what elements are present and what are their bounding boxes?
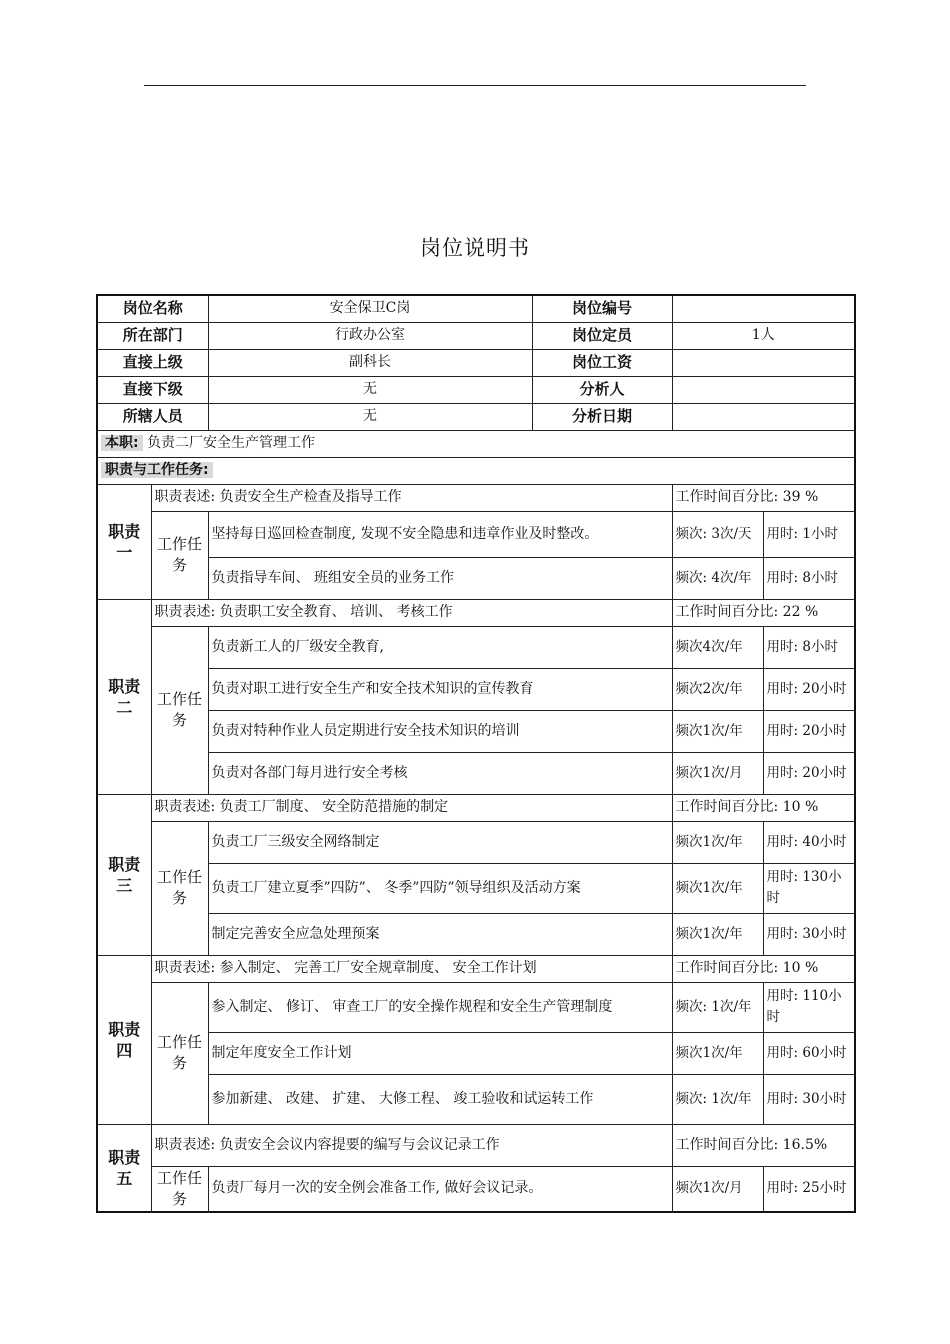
task-label: 工作任务	[151, 511, 208, 599]
info-value	[672, 295, 855, 322]
duty-name: 职责二	[97, 599, 151, 794]
duty-statement: 职责表述: 负责安全会议内容提要的编写与会议记录工作	[151, 1124, 672, 1166]
info-label: 岗位编号	[532, 295, 672, 322]
info-label: 岗位工资	[532, 349, 672, 376]
task-row	[97, 668, 855, 710]
task-text: 参加新建、 改建、 扩建、 大修工程、 竣工验收和试运转工作	[208, 1074, 672, 1124]
task-text: 负责对职工进行安全生产和安全技术知识的宣传教育	[208, 668, 672, 710]
task-frequency: 频次2次/年	[672, 668, 763, 710]
task-label: 工作任务	[151, 821, 208, 955]
info-row	[97, 403, 855, 430]
duty-name: 职责三	[97, 794, 151, 955]
task-label: 工作任务	[151, 982, 208, 1124]
duty-statement-row	[97, 955, 855, 982]
task-text: 负责对特种作业人员定期进行安全技术知识的培训	[208, 710, 672, 752]
task-hours: 用时: 25小时	[763, 1166, 855, 1212]
info-label: 所辖人员	[97, 403, 208, 430]
task-hours: 用时: 8小时	[763, 626, 855, 668]
info-value: 无	[208, 403, 532, 430]
info-row	[97, 376, 855, 403]
duty-statement: 职责表述: 负责工厂制度、 安全防范措施的制定	[151, 794, 672, 821]
task-text: 负责对各部门每月进行安全考核	[208, 752, 672, 794]
duty-time-percent: 工作时间百分比: 10 %	[672, 955, 855, 982]
task-row	[97, 863, 855, 913]
task-label: 工作任务	[151, 626, 208, 794]
task-frequency: 频次: 1次/年	[672, 1074, 763, 1124]
task-text: 负责指导车间、 班组安全员的业务工作	[208, 557, 672, 599]
task-hours: 用时: 20小时	[763, 752, 855, 794]
task-frequency: 频次: 1次/年	[672, 982, 763, 1032]
task-row	[97, 1166, 855, 1212]
header-rule	[144, 85, 806, 86]
duty-statement: 职责表述: 参入制定、 完善工厂安全规章制度、 安全工作计划	[151, 955, 672, 982]
info-label: 分析日期	[532, 403, 672, 430]
task-text: 负责厂每月一次的安全例会准备工作, 做好会议记录。	[208, 1166, 672, 1212]
task-frequency: 频次: 3次/天	[672, 511, 763, 557]
task-text: 制定完善安全应急处理预案	[208, 913, 672, 955]
duty-name: 职责五	[97, 1124, 151, 1212]
task-row	[97, 626, 855, 668]
task-row	[97, 982, 855, 1032]
duty-statement: 职责表述: 负责职工安全教育、 培训、 考核工作	[151, 599, 672, 626]
task-hours: 用时: 30小时	[763, 913, 855, 955]
task-frequency: 频次1次/月	[672, 752, 763, 794]
duty-statement: 职责表述: 负责安全生产检查及指导工作	[151, 484, 672, 511]
task-row	[97, 511, 855, 557]
duty-time-percent: 工作时间百分比: 22 %	[672, 599, 855, 626]
role-text: 负责二厂安全生产管理工作	[147, 435, 316, 451]
info-label: 所在部门	[97, 322, 208, 349]
task-hours: 用时: 20小时	[763, 710, 855, 752]
info-label: 分析人	[532, 376, 672, 403]
info-label: 岗位名称	[97, 295, 208, 322]
task-frequency: 频次1次/月	[672, 1166, 763, 1212]
duties-section-label: 职责与工作任务:	[101, 462, 213, 478]
task-hours: 用时: 20小时	[763, 668, 855, 710]
task-frequency: 频次1次/年	[672, 863, 763, 913]
task-row	[97, 913, 855, 955]
info-value: 行政办公室	[208, 322, 532, 349]
task-row	[97, 1032, 855, 1074]
role-row	[97, 430, 855, 457]
task-row	[97, 1074, 855, 1124]
info-value	[672, 403, 855, 430]
role-label: 本职:	[101, 435, 143, 451]
duty-statement-row	[97, 794, 855, 821]
duty-time-percent: 工作时间百分比: 16.5%	[672, 1124, 855, 1166]
info-value: 无	[208, 376, 532, 403]
task-hours: 用时: 8小时	[763, 557, 855, 599]
info-label: 直接下级	[97, 376, 208, 403]
task-row	[97, 710, 855, 752]
task-hours: 用时: 1小时	[763, 511, 855, 557]
task-frequency: 频次1次/年	[672, 913, 763, 955]
task-frequency: 频次: 4次/年	[672, 557, 763, 599]
info-row	[97, 349, 855, 376]
task-frequency: 频次4次/年	[672, 626, 763, 668]
info-row	[97, 322, 855, 349]
duty-name: 职责四	[97, 955, 151, 1124]
task-label: 工作任务	[151, 1166, 208, 1212]
task-row	[97, 821, 855, 863]
info-value	[672, 349, 855, 376]
task-text: 坚持每日巡回检查制度, 发现不安全隐患和违章作业及时整改。	[208, 511, 672, 557]
info-value: 副科长	[208, 349, 532, 376]
task-hours: 用时: 110小时	[763, 982, 855, 1032]
task-frequency: 频次1次/年	[672, 1032, 763, 1074]
task-hours: 用时: 40小时	[763, 821, 855, 863]
task-text: 制定年度安全工作计划	[208, 1032, 672, 1074]
task-frequency: 频次1次/年	[672, 710, 763, 752]
info-label: 岗位定员	[532, 322, 672, 349]
duty-time-percent: 工作时间百分比: 10 %	[672, 794, 855, 821]
task-hours: 用时: 60小时	[763, 1032, 855, 1074]
info-value: 1人	[672, 322, 855, 349]
task-text: 参入制定、 修订、 审查工厂的安全操作规程和安全生产管理制度	[208, 982, 672, 1032]
duties-section-row	[97, 457, 855, 484]
info-label: 直接上级	[97, 349, 208, 376]
document-title: 岗位说明书	[420, 236, 530, 260]
duty-time-percent: 工作时间百分比: 39 %	[672, 484, 855, 511]
duty-statement-row	[97, 599, 855, 626]
task-frequency: 频次1次/年	[672, 821, 763, 863]
duty-name: 职责一	[97, 484, 151, 599]
task-hours: 用时: 30小时	[763, 1074, 855, 1124]
duty-statement-row	[97, 484, 855, 511]
task-text: 负责新工人的厂级安全教育,	[208, 626, 672, 668]
task-text: 负责工厂三级安全网络制定	[208, 821, 672, 863]
task-row	[97, 557, 855, 599]
duty-statement-row	[97, 1124, 855, 1166]
info-row	[97, 295, 855, 322]
task-text: 负责工厂建立夏季”四防”、 冬季”四防”领导组织及活动方案	[208, 863, 672, 913]
info-value: 安全保卫C岗	[208, 295, 532, 322]
job-description-table	[96, 294, 856, 1213]
task-hours: 用时: 130小时	[763, 863, 855, 913]
info-value	[672, 376, 855, 403]
task-row	[97, 752, 855, 794]
